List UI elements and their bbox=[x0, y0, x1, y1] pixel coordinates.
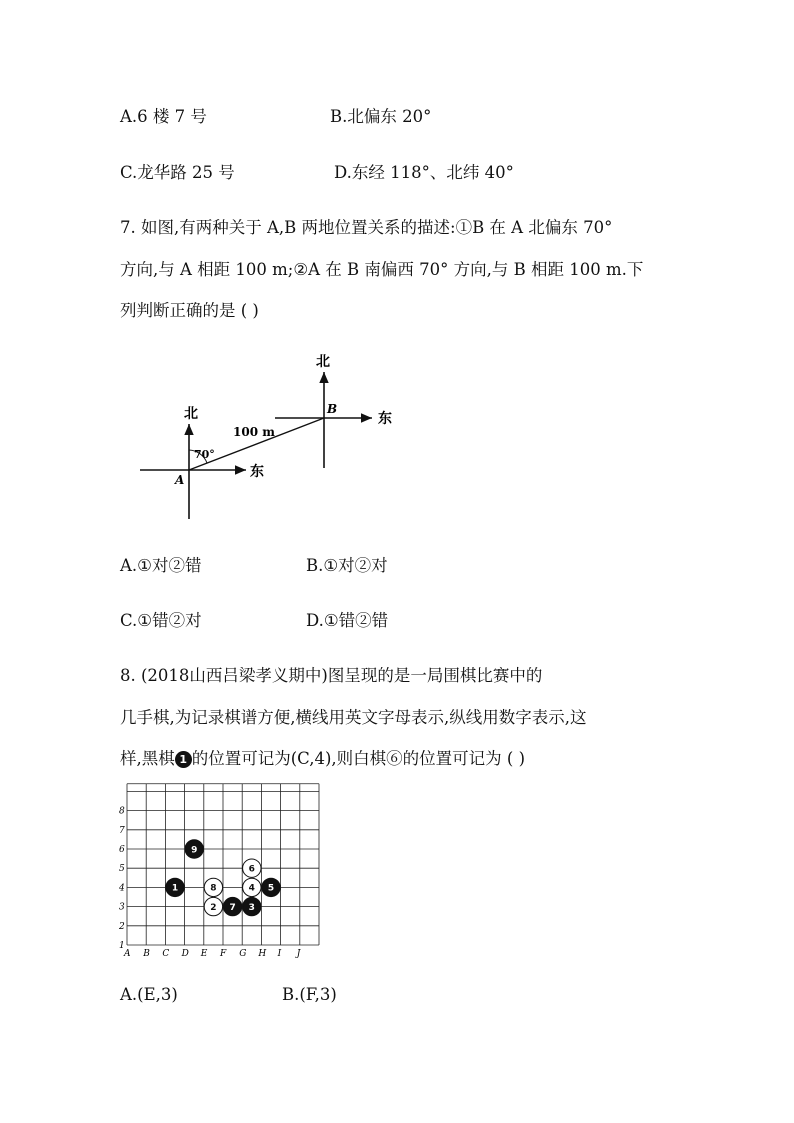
q6-option-a: A.6 楼 7 号 bbox=[120, 107, 207, 126]
point-a-label: A bbox=[175, 473, 185, 487]
stone-number-7: 7 bbox=[229, 902, 236, 913]
q7-text-line3: 列判断正确的是 ( ) bbox=[120, 301, 259, 320]
column-label-g: G bbox=[239, 949, 247, 959]
q7-option-d: D.①错②错 bbox=[306, 611, 389, 630]
stone-number-3: 3 bbox=[248, 902, 255, 913]
a-east-label: 东 bbox=[250, 464, 264, 480]
stone-number-6: 6 bbox=[248, 864, 255, 875]
stone-number-1: 1 bbox=[171, 883, 179, 894]
column-label-d: D bbox=[181, 949, 189, 959]
column-label-c: C bbox=[162, 949, 170, 959]
q6-option-d: D.东经 118°、北纬 40° bbox=[334, 163, 514, 182]
q8-text-line3-start: 样,黑棋 bbox=[120, 749, 175, 768]
row-label-1: 1 bbox=[119, 941, 125, 951]
column-label-h: H bbox=[258, 949, 267, 959]
stone-number-9: 9 bbox=[191, 845, 198, 856]
row-label-2: 2 bbox=[119, 921, 125, 932]
q8-option-b: B.(F,3) bbox=[282, 985, 337, 1004]
stone-number-2: 2 bbox=[210, 902, 217, 913]
q8-option-a: A.(E,3) bbox=[120, 985, 178, 1004]
b-east-label: 东 bbox=[378, 411, 392, 427]
q8-text-line1: 8. (2018山西吕梁孝义期中)图呈现的是一局围棋比赛中的 bbox=[120, 666, 543, 685]
stone-number-8: 8 bbox=[210, 883, 217, 894]
column-label-e: E bbox=[200, 949, 208, 959]
row-label-4: 4 bbox=[119, 883, 125, 894]
q7-text-line2: 方向,与 A 相距 100 m;②A 在 B 南偏西 70° 方向,与 B 相距 100 m.下 bbox=[120, 260, 644, 279]
column-label-i: I bbox=[277, 949, 282, 959]
q7-option-c: C.①错②对 bbox=[120, 611, 202, 630]
stone-number-4: 4 bbox=[248, 883, 255, 894]
column-label-f: F bbox=[220, 949, 227, 959]
column-label-b: B bbox=[143, 949, 150, 959]
row-label-3: 3 bbox=[119, 902, 125, 913]
column-label-j: J bbox=[296, 949, 301, 959]
row-label-7: 7 bbox=[119, 825, 125, 836]
column-label-a: A bbox=[124, 949, 131, 959]
row-label-8: 8 bbox=[119, 806, 125, 817]
q8-text-line2: 几手棋,为记录棋谱方便,横线用英文字母表示,纵线用数字表示,这 bbox=[120, 708, 587, 727]
distance-label: 100 m bbox=[233, 425, 275, 439]
point-b-label: B bbox=[327, 402, 338, 416]
row-label-6: 6 bbox=[119, 845, 125, 855]
angle-label: 70° bbox=[194, 448, 215, 461]
q7-option-a: A.①对②错 bbox=[120, 556, 202, 575]
q7-option-b: B.①对②对 bbox=[306, 556, 388, 575]
q6-option-c: C.龙华路 25 号 bbox=[120, 163, 235, 182]
q6-option-b: B.北偏东 20° bbox=[330, 107, 432, 126]
black-stone-badge: 1 bbox=[175, 751, 192, 768]
a-north-label: 北 bbox=[184, 406, 198, 422]
stone-number-5: 5 bbox=[267, 883, 275, 894]
b-north-label: 北 bbox=[316, 354, 330, 370]
row-label-5: 5 bbox=[119, 864, 125, 875]
q8-text-line3-end: 的位置可记为(C,4),则白棋⑥的位置可记为 ( ) bbox=[191, 749, 526, 768]
q7-text-line1: 7. 如图,有两种关于 A,B 两地位置关系的描述:①B 在 A 北偏东 70° bbox=[120, 218, 613, 237]
